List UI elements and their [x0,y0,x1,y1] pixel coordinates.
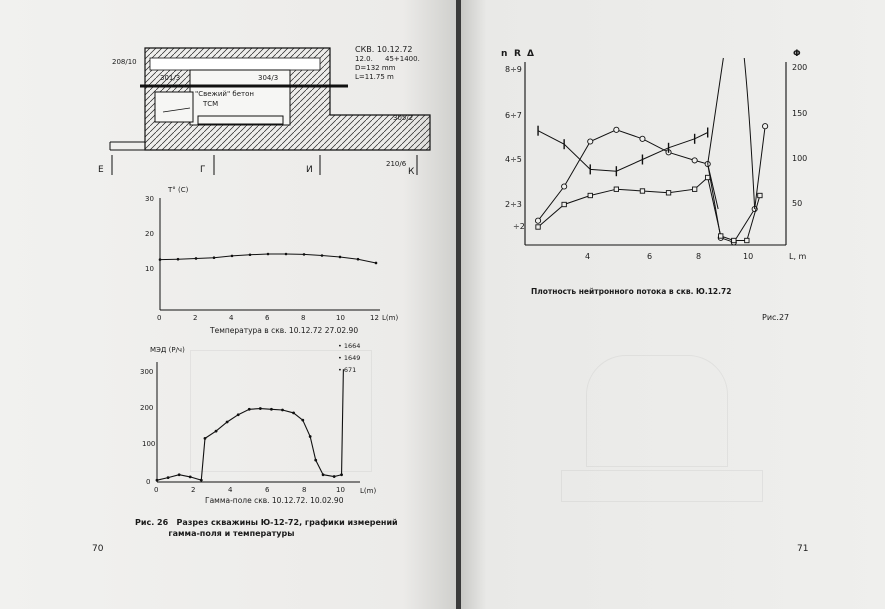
gamma-point [259,407,262,410]
neutron-point-circle [692,158,697,163]
gamma-ytick: 200 [140,404,154,412]
neutron-chart [501,49,807,296]
temp-xlabel: L(m) [382,314,399,322]
neutron-left-tick: 8÷9 [505,65,522,74]
neutron-line-square [538,178,760,241]
gamma-note: • 1664 [338,342,361,350]
neutron-xtick: 6 [647,252,653,261]
temp-point [249,253,252,256]
neutron-point-square [745,238,749,242]
temp-point [357,258,360,261]
temp-xtick: 8 [301,314,306,322]
neutron-point-circle [535,218,540,223]
gamma-ytick: 300 [140,368,154,376]
gamma-xtick: 8 [302,486,307,494]
gamma-point [322,473,325,476]
gamma-point [281,409,284,412]
neutron-xtick: 8 [696,252,702,261]
gamma-point [340,473,343,476]
neutron-point-circle [763,124,768,129]
temp-point [375,262,378,265]
temp-point [177,258,180,261]
gamma-xtick: 6 [265,486,270,494]
temp-ylabel: T° (C) [168,186,189,194]
neutron-title: Плотность нейтронного потока в скв. Ю.12.72 [531,287,732,296]
figure-27-label: Рис.27 [762,313,790,322]
neutron-right-tick: 100 [792,154,808,163]
neutron-point-circle [614,127,619,132]
gamma-point [200,479,203,482]
neutron-point-square [719,234,723,238]
neutron-right-tick: 200 [792,63,808,72]
gamma-point [237,413,240,416]
gamma-point [314,459,317,462]
temp-point [195,257,198,260]
axis-e-label: Е [98,165,104,175]
gamma-xtick: 10 [336,486,345,494]
neutron-point-square [706,175,710,179]
gamma-point [309,435,312,438]
gamma-point [226,421,229,424]
gamma-line [157,369,343,480]
gamma-point [270,408,273,411]
length-label: L=11.75 m [355,73,394,81]
neutron-point-square [758,193,762,197]
neutron-rise-right [744,58,754,209]
gamma-xtick: 2 [191,486,196,494]
neutron-point-square [640,189,644,193]
concrete-label: "Свежий" бетон [195,90,254,98]
gamma-point [189,476,192,479]
well-id-label: СКВ. 10.12.72 [355,45,413,54]
temp-xtick: 12 [370,314,379,322]
neutron-left-tick: 2÷3 [505,200,522,209]
temp-xtick: 0 [157,314,162,322]
temp-point [321,254,324,257]
left-page-number: 70 [92,544,104,554]
temp-xtick: 10 [336,314,345,322]
temp-ytick: 30 [145,195,154,203]
neutron-xtick: 4 [585,252,591,261]
axis-i-label: И [306,165,313,175]
temp-xtick: 2 [193,314,198,322]
neutron-point-square [614,187,618,191]
gamma-point [292,412,295,415]
neutron-point-square [536,225,540,229]
neutron-point-square [732,238,736,242]
temp-point [213,256,216,259]
gamma-point [248,408,251,411]
temp-ytick: 10 [145,265,154,273]
neutron-line-tick [538,131,708,172]
neutron-label-n: n [501,49,508,59]
mark-304-label: 304/3 [258,74,279,82]
neutron-point-circle [640,136,645,141]
right-page [461,0,885,609]
temp-ytick: 20 [145,230,154,238]
neutron-point-square [692,187,696,191]
gamma-point [204,437,207,440]
mark-left-label: 208/10 [112,58,137,66]
neutron-point-circle [588,139,593,144]
gamma-point [333,475,336,478]
gamma-point [215,430,218,433]
neutron-line-circle [538,126,765,242]
gamma-ylabel: МЭД (Р/ч) [150,346,185,354]
gamma-ytick: 100 [142,440,156,448]
figure-26-caption: Рис. 26 Разрез скважины Ю-12-72, графики измерений гамма-поля и температуры [135,518,398,538]
mark-210-label: 210/6 [386,160,407,168]
temp-point [159,258,162,261]
neutron-right-tick: 150 [792,109,808,118]
temp-point [267,253,270,256]
gamma-xtick: 4 [228,486,233,494]
mark-301-label: 301/3 [160,74,181,82]
gamma-ytick: 0 [146,478,151,486]
well-cross-section [98,45,430,177]
gamma-point [167,476,170,479]
gamma-point [178,473,181,476]
neutron-point-square [562,202,566,206]
coords-b-label: 45+1400. [385,55,420,63]
gamma-chart [140,342,376,505]
temp-caption: Температура в скв. 10.12.72 27.02.90 [210,326,359,335]
gamma-xlabel: L(m) [360,487,377,495]
temp-line [160,254,376,263]
right-page-number: 71 [797,544,809,554]
neutron-label-phi: Φ [793,49,801,59]
neutron-xlabel: L, m [789,252,807,261]
gamma-point [156,479,159,482]
temp-point [339,256,342,259]
temp-point [231,255,234,258]
tsm-label: ТСМ [203,100,219,108]
temp-xtick: 4 [229,314,234,322]
neutron-xtick: 10 [743,252,754,261]
gamma-point [301,419,304,422]
temp-point [303,253,306,256]
gamma-note: • 1649 [338,354,361,362]
gamma-note: • 671 [338,366,357,374]
neutron-label-delta: Δ [527,49,534,59]
figure-27 [461,0,885,609]
coords-a-label: 12.0. [355,55,373,63]
neutron-left-tick: ÷2 [513,222,525,231]
temp-xtick: 6 [265,314,270,322]
neutron-right-tick: 50 [792,199,803,208]
gamma-xtick: 0 [154,486,159,494]
neutron-point-circle [562,184,567,189]
neutron-point-square [666,191,670,195]
temperature-chart [145,186,398,335]
axis-g-label: Г [200,165,206,175]
mark-305-label: 305/2 [393,114,414,122]
neutron-left-tick: 4÷5 [505,155,522,164]
neutron-point-square [588,193,592,197]
neutron-label-r: R [514,49,521,59]
gamma-caption: Гамма-поле скв. 10.12.72. 10.02.90 [205,496,344,505]
neutron-left-tick: 6÷7 [505,111,522,120]
diameter-label: D=132 mm [355,64,396,72]
axis-k-label: К [408,167,415,177]
temp-point [285,253,288,256]
